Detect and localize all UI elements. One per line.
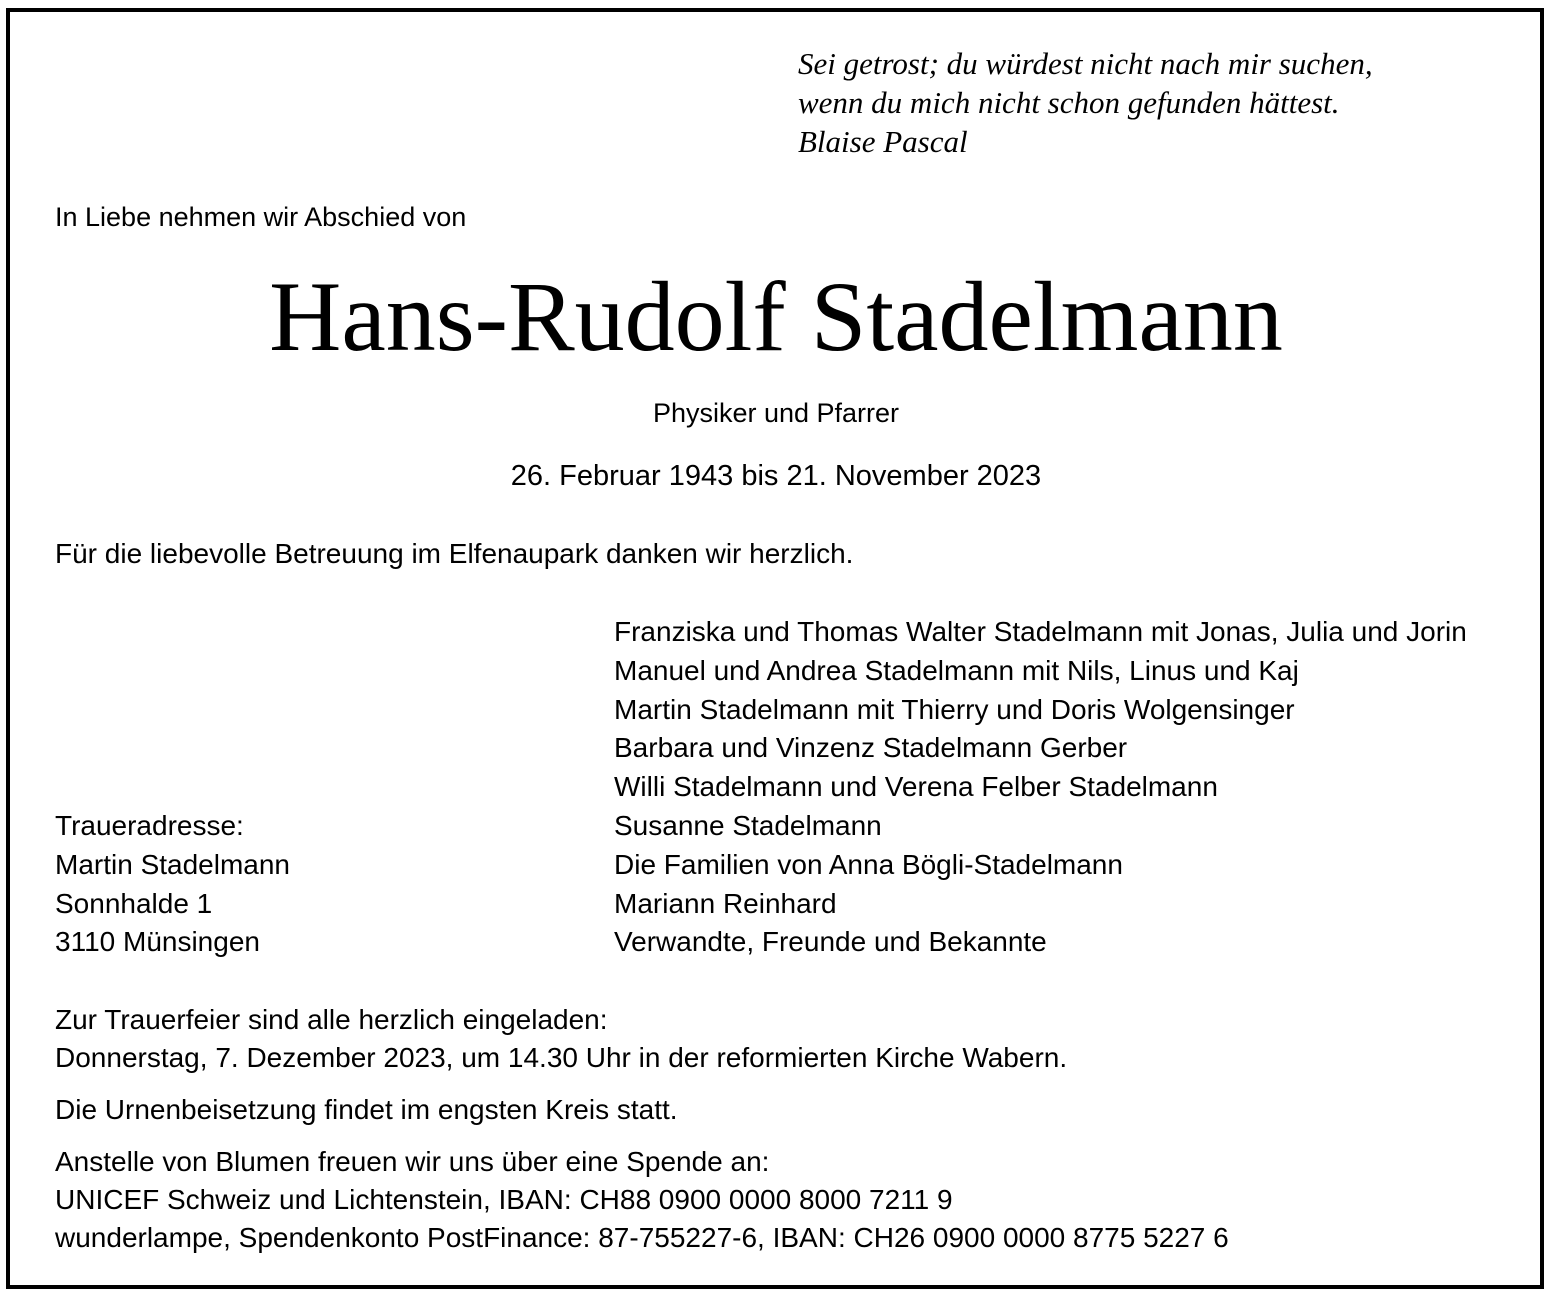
- address-label: Traueradresse:: [55, 810, 244, 841]
- mourner-entry: Manuel und Andrea Stadelmann mit Nils, Linus und Kaj: [614, 654, 1299, 686]
- mourner-entry: Martin Stadelmann mit Thierry und Doris Wolgensinger: [614, 693, 1295, 725]
- quote-line: wenn du mich nicht schon gefunden hättest.: [798, 85, 1340, 120]
- mourner-entry: Susanne Stadelmann: [614, 809, 882, 841]
- funeral-ceremony: [55, 1001, 1067, 1077]
- donation-info: [55, 1143, 1229, 1257]
- address-street: Sonnhalde 1: [55, 887, 213, 919]
- ceremony-details: Donnerstag, 7. Dezember 2023, um 14.30 Uhr in der reformierten Kirche Wabern.: [55, 1042, 1068, 1073]
- deceased-profession: Physiker und Pfarrer: [652, 398, 900, 428]
- mourners-list: [614, 613, 1467, 962]
- mourner-entry: Willi Stadelmann und Verena Felber Stadelmann: [614, 771, 1218, 803]
- deceased-name: Hans-Rudolf Stadelmann: [269, 261, 1283, 372]
- life-dates: 26. Februar 1943 bis 21. November 2023: [510, 460, 1042, 492]
- donation-recipient: UNICEF Schweiz und Lichtenstein, IBAN: CH88 0900 0000 8000 7211 9: [55, 1184, 953, 1215]
- thanks-note: Für die liebevolle Betreuung im Elfenaupark danken wir herzlich.: [55, 538, 854, 569]
- ceremony-invite: Zur Trauerfeier sind alle herzlich eingeladen:: [55, 1004, 608, 1035]
- address-name: Martin Stadelmann: [55, 848, 291, 880]
- mourner-entry: Die Familien von Anna Bögli-Stadelmann: [614, 848, 1123, 880]
- quote-line: Sei getrost; du würdest nicht nach mir suchen,: [798, 46, 1373, 81]
- mourner-entry: Mariann Reinhard: [614, 887, 837, 919]
- quote-author: Blaise Pascal: [798, 124, 968, 159]
- donation-intro: Anstelle von Blumen freuen wir uns über eine Spende an:: [55, 1146, 770, 1177]
- donation-recipient: wunderlampe, Spendenkonto PostFinance: 87-755227-6, IBAN: CH26 0900 0000 8775 5227 6: [55, 1222, 1229, 1253]
- mourning-address: [55, 807, 290, 962]
- mourner-entry: Verwandte, Freunde und Bekannte: [614, 926, 1047, 958]
- farewell-intro: In Liebe nehmen wir Abschied von: [55, 202, 467, 232]
- mourner-entry: Barbara und Vinzenz Stadelmann Gerber: [614, 732, 1128, 764]
- mourner-entry: Franziska und Thomas Walter Stadelmann mit Jonas, Julia und Jorin: [614, 616, 1467, 647]
- epigraph-quote: [798, 44, 1373, 161]
- address-city: 3110 Münsingen: [55, 926, 260, 958]
- urn-burial-note: Die Urnenbeisetzung findet im engsten Kreis statt.: [55, 1094, 678, 1125]
